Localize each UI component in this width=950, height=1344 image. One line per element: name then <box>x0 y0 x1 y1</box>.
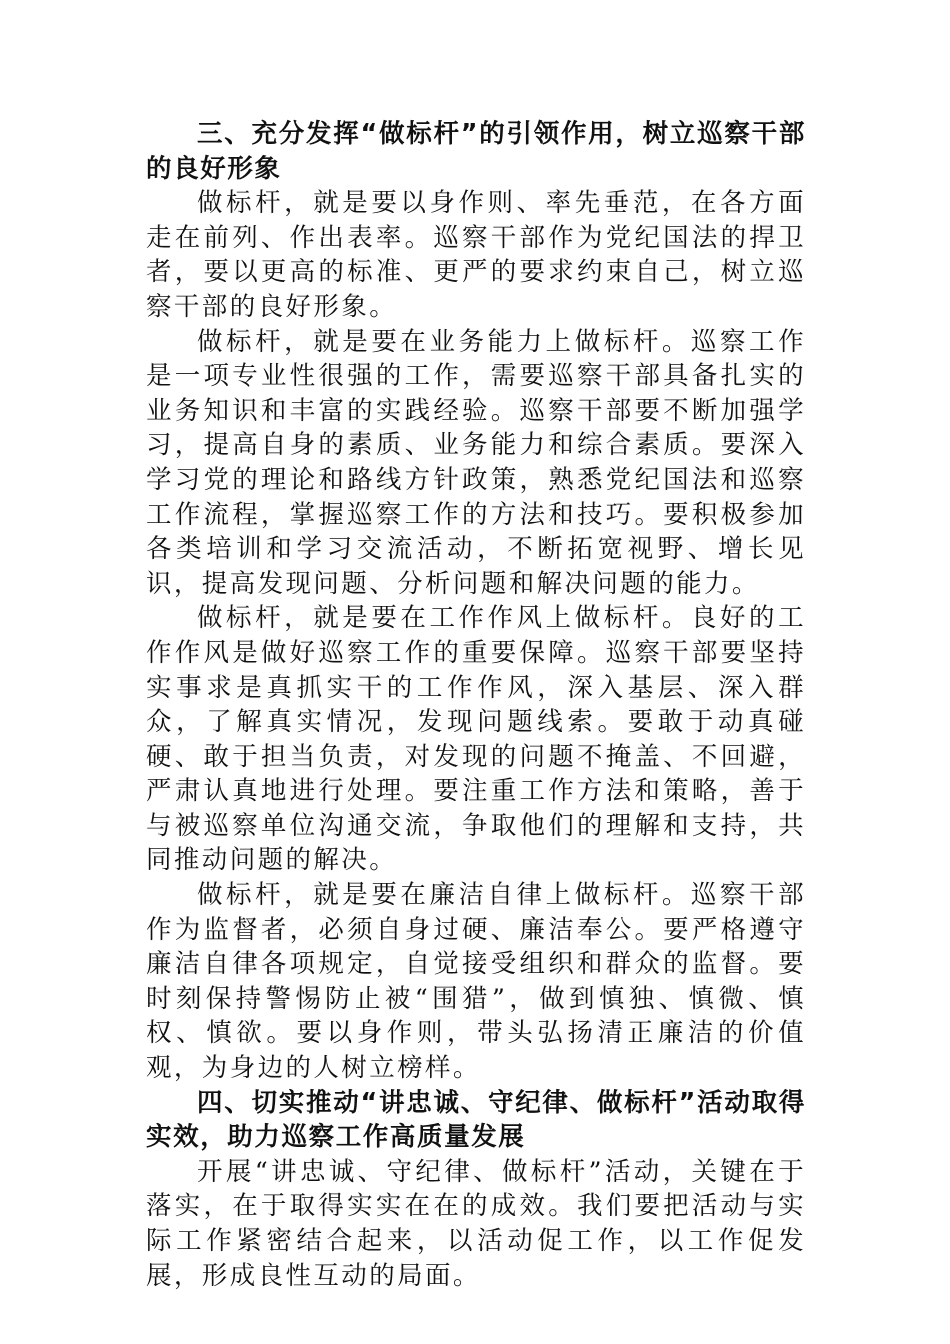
paragraph: 开展“讲忠诚、守纪律、做标杆”活动，关键在于落实，在于取得实实在在的成效。我们要把活动与实际工作紧密结合起来，以活动促工作，以工作促发展，形成良性互动的局面。 <box>146 1156 806 1291</box>
document-body <box>146 117 806 1293</box>
paragraph: 做标杆，就是要在廉洁自律上做标杆。巡察干部作为监督者，必须自身过硬、廉洁奉公。要严格遵守廉洁自律各项规定，自觉接受组织和群众的监督。要时刻保持警惕防止被“围猎”，做到慎独、慎微、慎权、慎欲。要以身作则，带头弘扬清正廉洁的价值观，为身边的人树立榜样。 <box>146 880 806 1084</box>
paragraph: 做标杆，就是要在工作作风上做标杆。良好的工作作风是做好巡察工作的重要保障。巡察干部要坚持实事求是真抓实干的工作作风，深入基层、深入群众，了解真实情况，发现问题线索。要敢于动真碰硬、敢于担当负责，对发现的问题不掩盖、不回避，严肃认真地进行处理。要注重工作方法和策略，善于与被巡察单位沟通交流，争取他们的理解和支持，共同推动问题的解决。 <box>146 603 806 876</box>
section-heading-3: 三、充分发挥“做标杆”的引领作用，树立巡察干部的良好形象 <box>146 119 806 184</box>
section-heading-4: 四、切实推动“讲忠诚、守纪律、做标杆”活动取得实效，助力巡察工作高质量发展 <box>146 1087 806 1153</box>
paragraph: 做标杆，就是要在业务能力上做标杆。巡察工作是一项专业性很强的工作，需要巡察干部具备扎实的业务知识和丰富的实践经验。巡察干部要不断加强学习，提高自身的素质、业务能力和综合素质。要深入学习党的理论和路线方针政策，熟悉党纪国法和巡察工作流程，掌握巡察工作的方法和技巧。要积极参加各类培训和学习交流活动，不断拓宽视野、增长见识，提高发现问题、分析问题和解决问题的能力。 <box>146 326 806 599</box>
paragraph: 做标杆，就是要以身作则、率先垂范，在各方面走在前列、作出表率。巡察干部作为党纪国法的捍卫者，要以更高的标准、更严的要求约束自己，树立巡察干部的良好形象。 <box>146 188 806 322</box>
